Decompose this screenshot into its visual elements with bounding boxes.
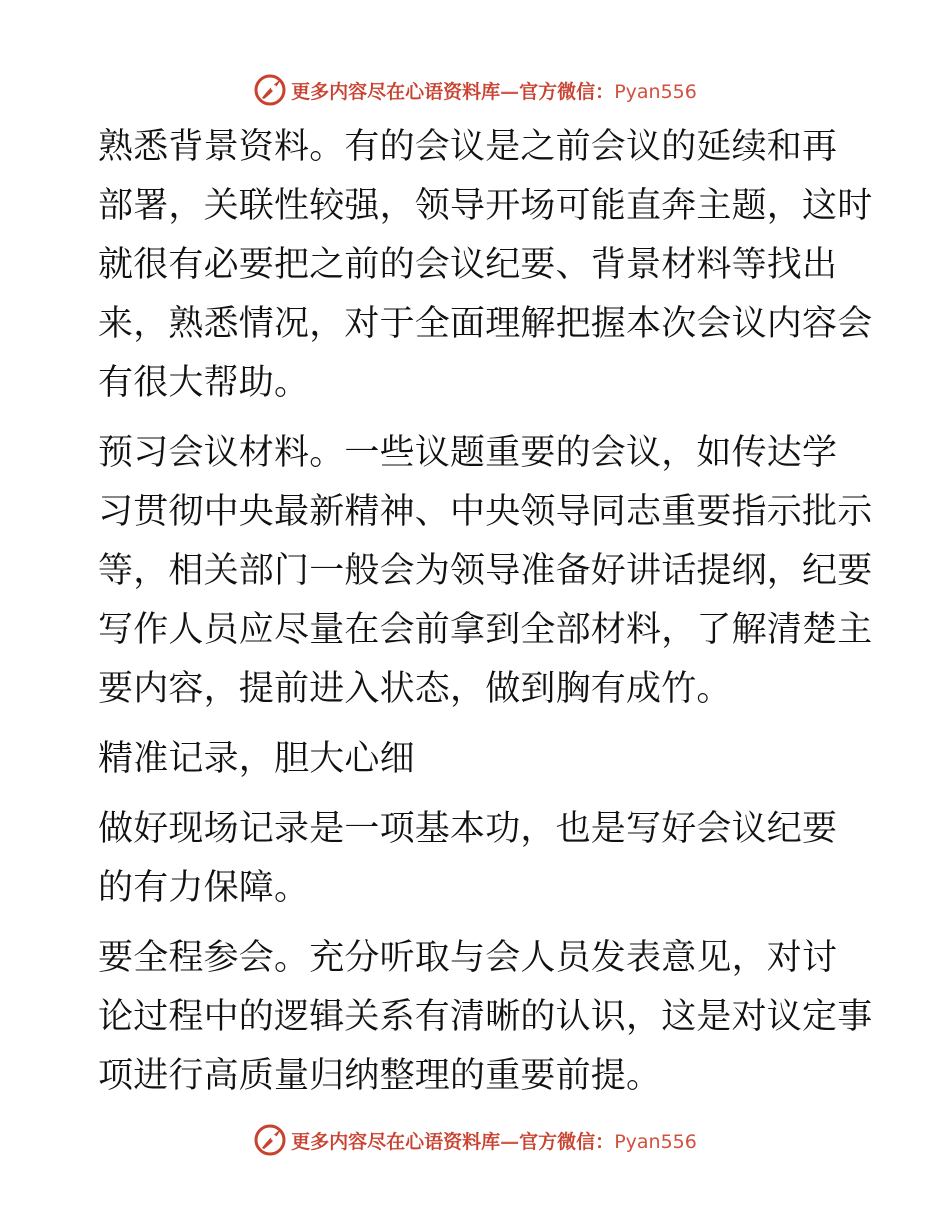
- text-line: 部署，关联性较强，领导开场可能直奔主题，这时: [98, 186, 873, 226]
- section-heading: [98, 730, 850, 789]
- banner-wechat-id: Pyan556: [614, 1130, 697, 1153]
- paragraph-preview: [98, 424, 873, 719]
- text-line: 习贯彻中央最新精神、中央领导同志重要指示批示: [98, 492, 873, 532]
- text-line: 预习会议材料。一些议题重要的会议，如传达学: [98, 433, 838, 473]
- text-line: 来，熟悉情况，对于全面理解把握本次会议内容会: [98, 304, 873, 344]
- banner-dash: —: [500, 80, 520, 103]
- text-line: 有很大帮助。: [98, 363, 310, 403]
- text-line: 做好现场记录是一项基本功，也是写好会议纪要: [98, 809, 838, 849]
- banner-wechat-label: 官方微信：: [519, 80, 615, 103]
- banner-wechat-label: 官方微信：: [519, 1130, 615, 1153]
- text-line: 等，相关部门一般会为领导准备好讲话提纲，纪要: [98, 551, 873, 591]
- footer-banner: [0, 1120, 950, 1160]
- paragraph-background: [98, 118, 873, 413]
- banner-text: [291, 77, 697, 104]
- banner-prefix: 更多内容尽在心语资料库: [291, 1130, 501, 1153]
- text-line: 要全程参会。充分听取与会人员发表意见，对讨: [98, 938, 838, 978]
- header-banner: [0, 70, 950, 110]
- text-line: 精准记录，胆大心细: [98, 739, 415, 779]
- text-line: 要内容，提前进入状态，做到胸有成竹。: [98, 669, 732, 709]
- banner-dash: —: [500, 1130, 520, 1153]
- paragraph-recording: [98, 800, 850, 918]
- text-line: 就很有必要把之前的会议纪要、背景材料等找出: [98, 245, 838, 285]
- text-line: 写作人员应尽量在会前拿到全部材料，了解清楚主: [98, 610, 873, 650]
- quill-logo-icon: [253, 1123, 287, 1157]
- text-line: 论过程中的逻辑关系有清晰的认识，这是对议定事: [98, 997, 873, 1037]
- banner-prefix: 更多内容尽在心语资料库: [291, 80, 501, 103]
- text-line: 熟悉背景资料。有的会议是之前会议的延续和再: [98, 127, 838, 167]
- banner-text: [291, 1127, 697, 1154]
- text-line: 的有力保障。: [98, 868, 310, 908]
- paragraph-attend: [98, 929, 873, 1106]
- text-line: 项进行高质量归纳整理的重要前提。: [98, 1056, 662, 1096]
- banner-wechat-id: Pyan556: [614, 80, 697, 103]
- quill-logo-icon: [253, 73, 287, 107]
- document-body: [98, 118, 873, 1117]
